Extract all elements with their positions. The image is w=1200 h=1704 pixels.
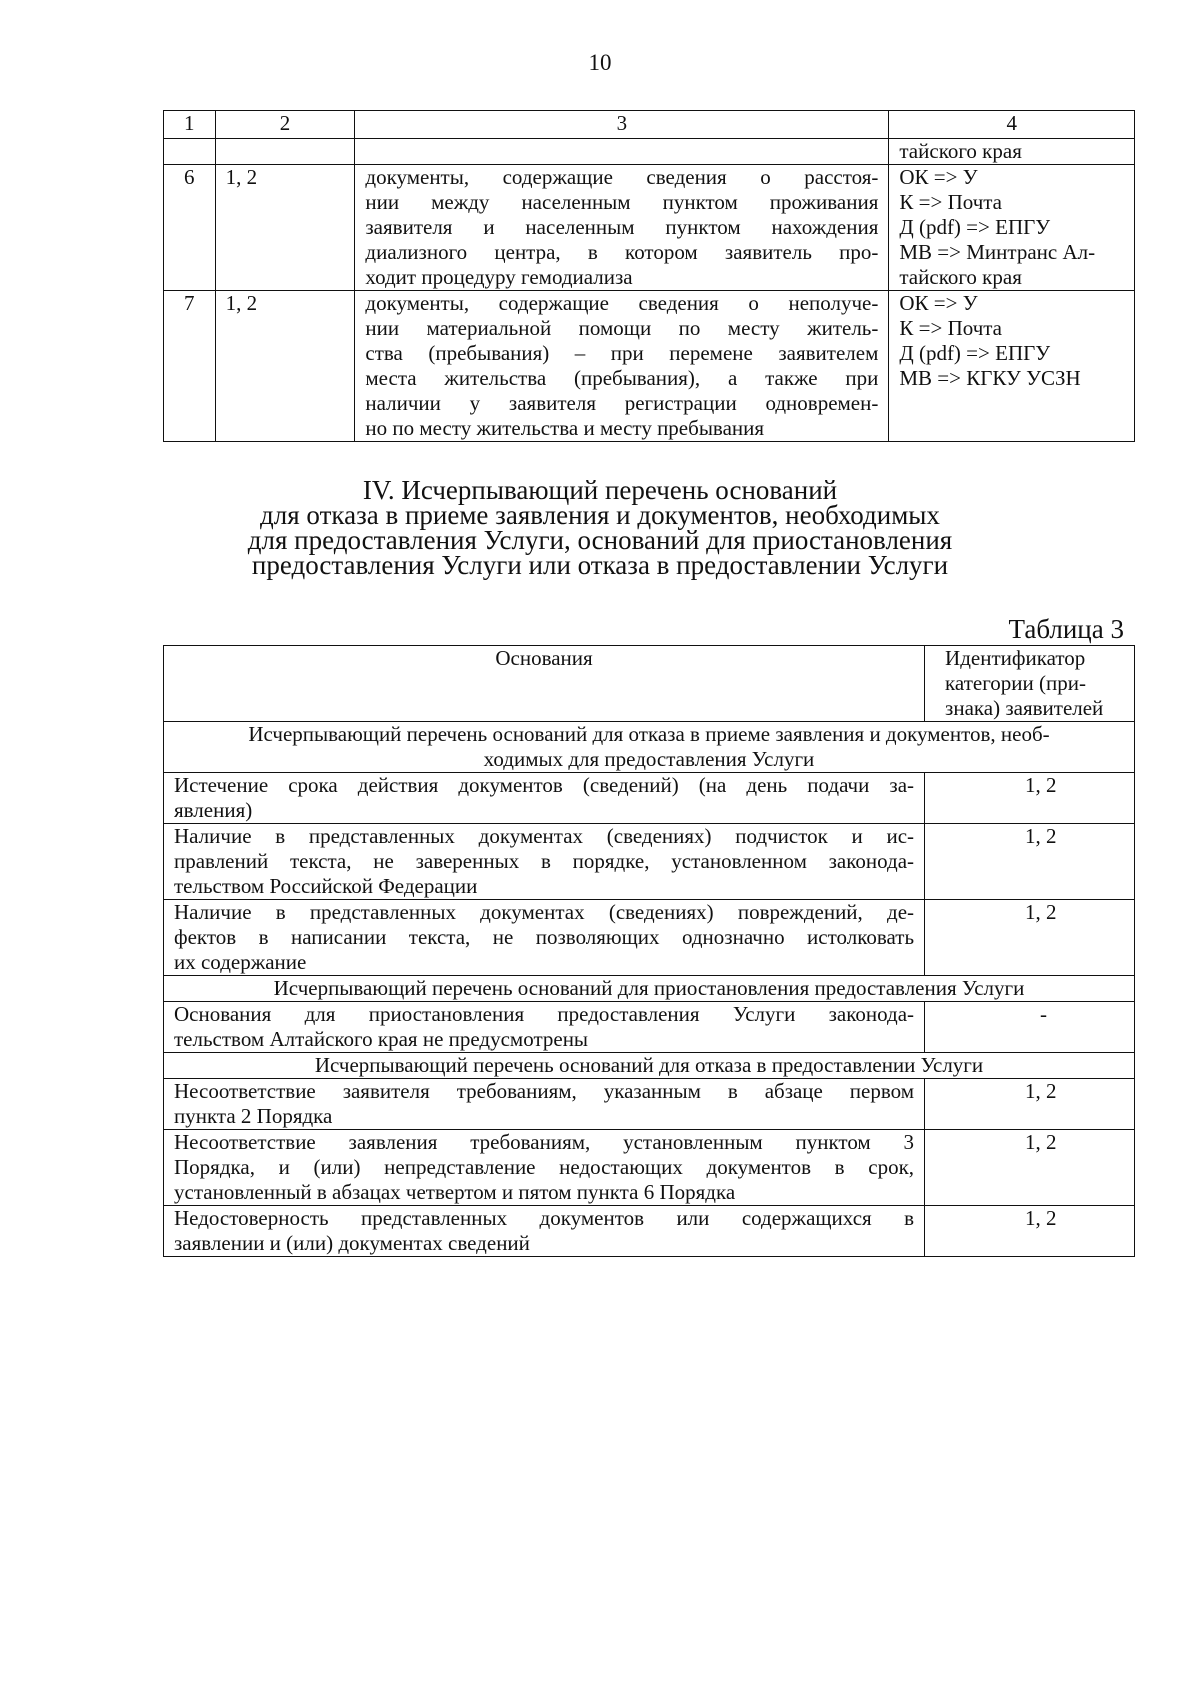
ground-line: Несоответствие заявления требованиям, установленным пунктом 3 <box>174 1130 915 1154</box>
section-title-line: для отказа в приеме заявления и документов, необходимых <box>260 500 940 530</box>
channel-line: Д (pdf) => ЕПГУ <box>899 215 1051 239</box>
description-line: ства (пребывания) – при перемене заявителем <box>365 341 879 365</box>
row-ids: 1, 2 <box>215 291 355 442</box>
ground-line: Наличие в представленных документах (сведениях) повреждений, де- <box>174 900 915 924</box>
row-number: 7 <box>164 291 216 442</box>
table-row <box>164 1206 1135 1257</box>
description-line: заявителя и населенным пунктом нахождения <box>365 215 879 239</box>
table-row <box>164 291 1135 442</box>
description-line: наличии у заявителя регистрации одновремен- <box>365 391 879 415</box>
table-header-row <box>164 111 1135 139</box>
row-channels <box>889 291 1135 442</box>
table-row <box>164 1130 1135 1206</box>
page-number: 10 <box>588 50 612 75</box>
description-line: но по месту жительства и месту пребывания <box>365 416 765 440</box>
column-header-line: категории (при- <box>945 671 1086 695</box>
ground-text <box>164 1130 925 1206</box>
ground-line: Несоответствие заявителя требованиям, указанным в абзаце первом <box>174 1079 915 1103</box>
applicant-category: 1, 2 <box>1025 1206 1057 1230</box>
channel-line: ОК => У <box>899 291 978 315</box>
table-header-row <box>164 646 1135 722</box>
table-row <box>164 1002 1135 1053</box>
channel-cell: тайского края <box>889 139 1135 165</box>
applicant-category: 1, 2 <box>1025 900 1057 924</box>
ground-line: установленный в абзацах четвертом и пятом пункта 6 Порядка <box>174 1180 736 1204</box>
applicant-category: 1, 2 <box>1025 824 1057 848</box>
ground-line: фектов в написании текста, не позволяющих однозначно истолковать <box>174 925 915 949</box>
row-ids: 1, 2 <box>215 165 355 291</box>
description-line: ходит процедуру гемодиализа <box>365 265 633 289</box>
ground-line: заявлении и (или) документах сведений <box>174 1231 530 1255</box>
description-line: места жительства (пребывания), а также при <box>365 366 879 390</box>
group-title <box>164 1053 1135 1079</box>
description-line: документы, содержащие сведения о неполуче- <box>365 291 879 315</box>
column-header-line: знака) заявителей <box>945 696 1104 720</box>
row-number: 6 <box>164 165 216 291</box>
ground-line: Порядка, и (или) непредставление недостающих документов в срок, <box>174 1155 915 1179</box>
ground-line: Недостоверность представленных документов или содержащихся в <box>174 1206 915 1230</box>
table-row <box>164 824 1135 900</box>
ground-line: их содержание <box>174 950 307 974</box>
ground-line: правлений текста, не заверенных в порядке, установленном законода- <box>174 849 915 873</box>
table-row <box>164 900 1135 976</box>
column-header: Основания <box>164 646 925 722</box>
column-header-line: Идентификатор <box>945 646 1086 670</box>
ground-text <box>164 1002 925 1053</box>
channel-line: К => Почта <box>899 190 1003 214</box>
table-row-continuation <box>164 139 1135 165</box>
ground-text <box>164 773 925 824</box>
group-header-row <box>164 1053 1135 1079</box>
channel-line: МВ => КГКУ УСЗН <box>899 366 1081 390</box>
ground-line: пункта 2 Порядка <box>174 1104 333 1128</box>
table-caption: Таблица 3 <box>1008 614 1124 644</box>
group-header-row <box>164 976 1135 1002</box>
table-row <box>164 773 1135 824</box>
description-line: нии между населенным пунктом проживания <box>365 190 879 214</box>
description-line: диализного центра, в котором заявитель про- <box>365 240 879 264</box>
ground-line: тельством Российской Федерации <box>174 874 478 898</box>
grounds-table <box>163 645 1135 1257</box>
section-title-line: предоставления Услуги или отказа в предоставлении Услуги <box>251 550 949 580</box>
applicant-category: 1, 2 <box>1025 773 1057 797</box>
ground-line: тельством Алтайского края не предусмотрены <box>174 1027 589 1051</box>
group-title-line: Исчерпывающий перечень оснований для отказа в предоставлении Услуги <box>314 1053 984 1077</box>
section-title-line: IV. Исчерпывающий перечень оснований <box>362 475 838 505</box>
ground-text <box>164 1079 925 1130</box>
column-header <box>925 646 1135 722</box>
documents-table <box>163 110 1135 442</box>
ground-text <box>164 1206 925 1257</box>
channel-line: ОК => У <box>899 165 978 189</box>
section-title <box>0 475 1200 580</box>
channel-line: МВ => Минтранс Ал- <box>899 240 1096 264</box>
section-title-line: для предоставления Услуги, оснований для приостановления <box>247 525 953 555</box>
row-description <box>355 291 889 442</box>
column-header: 1 <box>164 111 216 139</box>
ground-line: Основания для приостановления предоставления Услуги законода- <box>174 1002 915 1026</box>
channel-line: Д (pdf) => ЕПГУ <box>899 341 1051 365</box>
applicant-category: - <box>1040 1002 1048 1026</box>
channel-line: тайского края <box>899 265 1022 289</box>
group-title <box>164 976 1135 1002</box>
group-title-line: Исчерпывающий перечень оснований для отказа в приеме заявления и документов, необ- <box>248 722 1050 746</box>
group-header-row <box>164 722 1135 773</box>
group-title-line: Исчерпывающий перечень оснований для приостановления предоставления Услуги <box>273 976 1025 1000</box>
column-header: 4 <box>889 111 1135 139</box>
table-row <box>164 1079 1135 1130</box>
description-line: документы, содержащие сведения о расстоя- <box>365 165 879 189</box>
ground-line: явления) <box>174 798 253 822</box>
group-title-line: ходимых для предоставления Услуги <box>483 747 815 771</box>
description-line: нии материальной помощи по месту житель- <box>365 316 879 340</box>
channel-line: К => Почта <box>899 316 1003 340</box>
ground-text <box>164 900 925 976</box>
row-channels <box>889 165 1135 291</box>
ground-line: Наличие в представленных документах (сведениях) подчисток и ис- <box>174 824 915 848</box>
column-header: 3 <box>355 111 889 139</box>
table-row <box>164 165 1135 291</box>
row-description <box>355 165 889 291</box>
group-title <box>164 722 1135 773</box>
column-header: 2 <box>215 111 355 139</box>
applicant-category: 1, 2 <box>1025 1130 1057 1154</box>
applicant-category: 1, 2 <box>1025 1079 1057 1103</box>
ground-line: Истечение срока действия документов (сведений) (на день подачи за- <box>174 773 915 797</box>
ground-text <box>164 824 925 900</box>
